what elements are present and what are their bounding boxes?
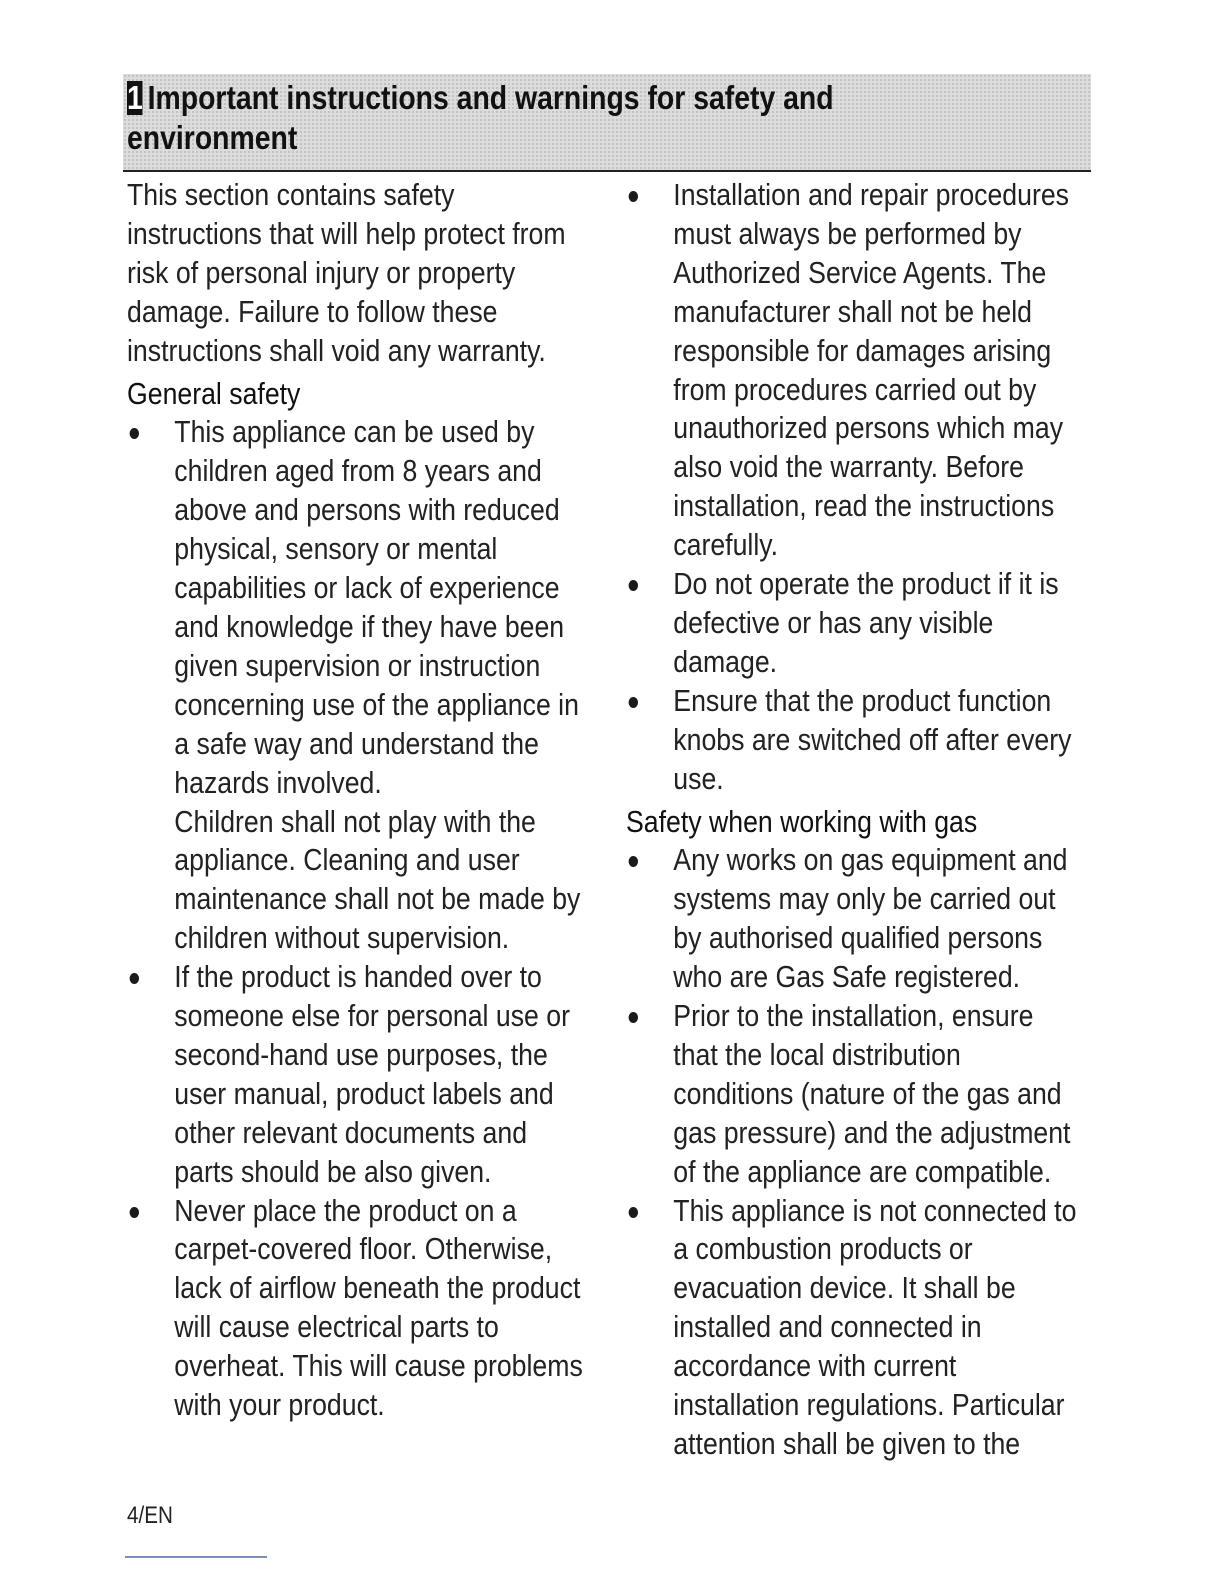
bullet-icon xyxy=(130,428,139,439)
section-heading xyxy=(127,78,901,158)
bullet-icon xyxy=(629,1207,638,1218)
list-item-text: Prior to the installation, ensure that the local distribution conditions (nature of the gas and gas pressure) and the adjustment of the appliance are compatible. xyxy=(673,998,1071,1189)
list-item-text: If the product is handed over to someone else for personal use or second-hand use purposes, the user manual, product labels and other relevant documents and parts should be also given. xyxy=(174,959,570,1189)
list-item xyxy=(626,176,1082,565)
left-column xyxy=(127,176,583,1425)
bullet-icon xyxy=(629,580,638,591)
list-item xyxy=(626,1192,1082,1464)
bullet-icon xyxy=(130,1207,139,1218)
bullet-icon xyxy=(130,973,139,984)
list-item xyxy=(626,997,1082,1192)
gas-safety-list xyxy=(626,841,1082,1464)
list-item-text: Installation and repair procedures must always be performed by Authorized Service Agents. The manufacturer shall not be held responsible for damages arising from procedures carried out by unauthorized persons which may also void the warranty. Before installation, read the instructions carefully. xyxy=(673,177,1070,563)
bullet-icon xyxy=(629,697,638,708)
general-safety-list xyxy=(127,413,583,1425)
page-number: 4/EN xyxy=(127,1502,173,1529)
footer-divider xyxy=(125,1556,267,1558)
right-column xyxy=(626,176,1082,1464)
list-item xyxy=(127,958,583,1191)
section-title: Important instructions and warnings for safety and environment xyxy=(127,79,834,156)
list-item xyxy=(626,682,1082,799)
list-item-text: This appliance is not connected to a combustion products or evacuation device. It shall be installed and connected in accordance with current installation regulations. Particular attention shall be given to the xyxy=(673,1192,1077,1461)
installation-list xyxy=(626,176,1082,799)
list-item-text: Do not operate the product if it is defective or has any visible damage. xyxy=(673,566,1059,679)
list-item-text: Never place the product on a carpet-covered floor. Otherwise, lack of airflow beneath the product will cause electrical parts to overheat. This will cause problems with your product. xyxy=(174,1192,583,1423)
intro-paragraph: This section contains safety instructions that will help protect from risk of personal injury or property damage. Failure to follow these instructions shall void any warranty. xyxy=(127,177,566,368)
list-item-text: Ensure that the product function knobs are switched off after every use. xyxy=(673,682,1072,796)
list-item-text: Any works on gas equipment and systems may only be carried out by authorised qualified persons who are Gas Safe registered. xyxy=(673,842,1068,995)
bullet-icon xyxy=(629,856,638,867)
list-item xyxy=(626,841,1082,997)
bullet-icon xyxy=(629,1012,638,1023)
bullet-icon xyxy=(629,191,638,202)
list-item-note: Children shall not play with the appliance. Cleaning and user maintenance shall not be made by children without supervision. xyxy=(174,803,581,956)
general-safety-heading: General safety xyxy=(127,375,301,411)
list-item xyxy=(127,413,583,958)
gas-safety-heading: Safety when working with gas xyxy=(626,803,978,839)
list-item xyxy=(127,1192,583,1425)
list-item xyxy=(626,565,1082,682)
section-number: 1 xyxy=(127,79,143,116)
list-item-text: This appliance can be used by children aged from 8 years and above and persons with reduced physical, sensory or mental capabilities or lack of experience and knowledge if they have been given supervision or instruction concerning use of the appliance in a safe way and understand the hazards involved. xyxy=(174,414,579,800)
